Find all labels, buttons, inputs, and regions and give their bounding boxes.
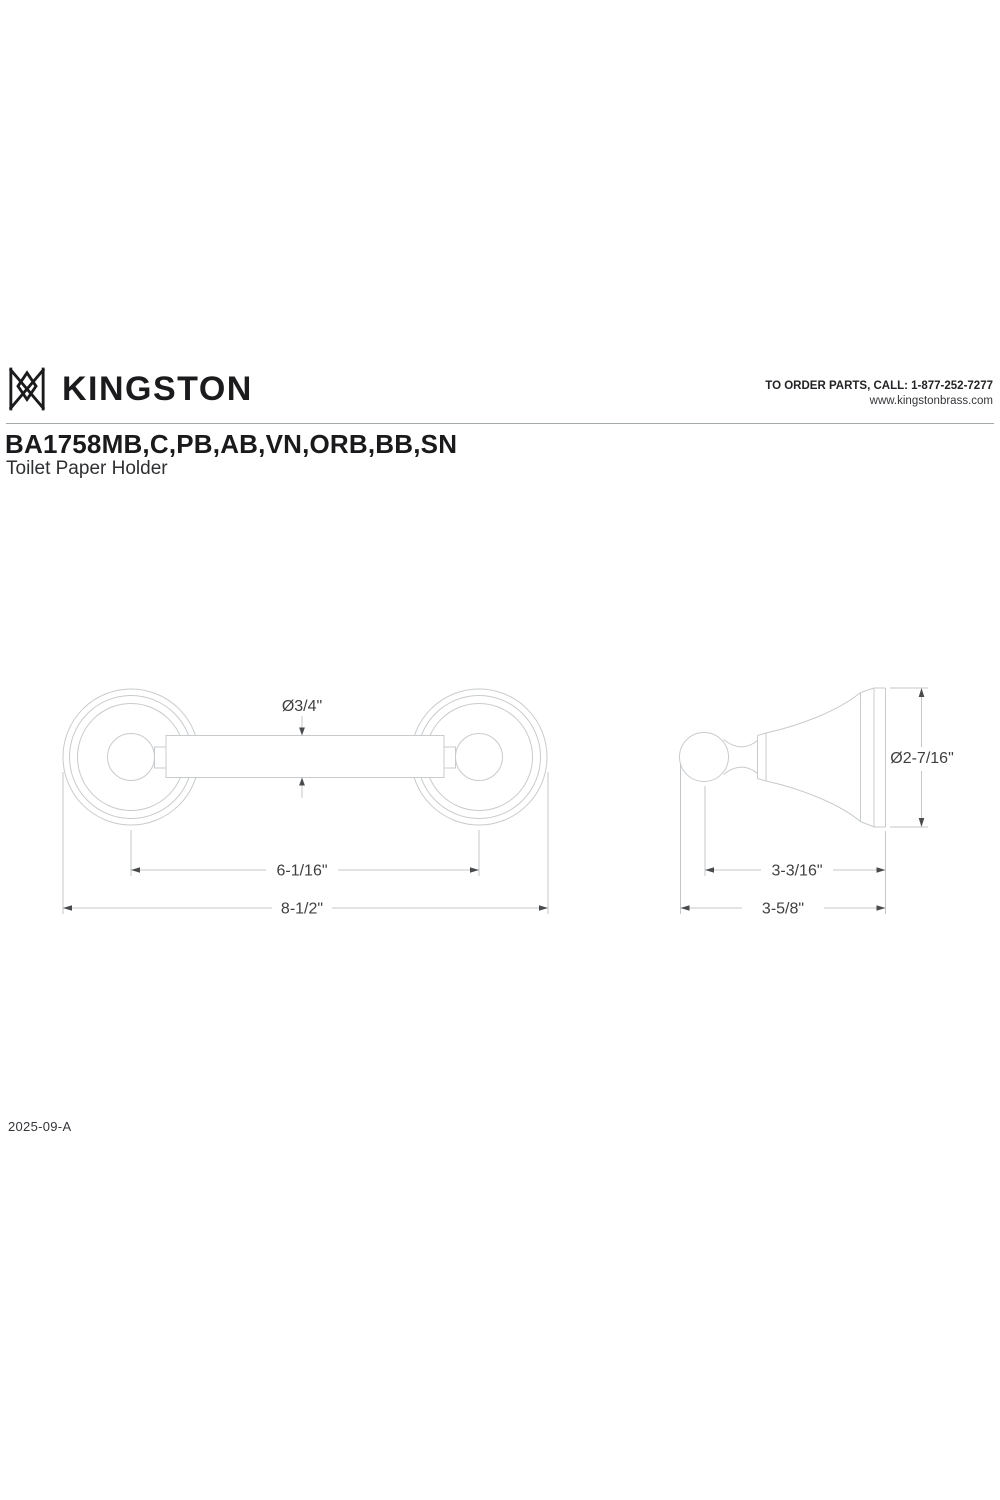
document-revision-code: 2025-09-A [8, 1119, 72, 1134]
order-website-link[interactable]: www.kingstonbrass.com [869, 395, 993, 407]
order-phone-line: TO ORDER PARTS, CALL: 1-877-252-7277 [765, 380, 993, 392]
front-dim-bar-diameter-label: Ø3/4" [281, 698, 323, 715]
front-dim-post-spacing [131, 830, 479, 880]
side-dim-flange-diameter [890, 688, 954, 827]
side-dim-projection-center [705, 786, 886, 914]
side-dim-projection-overall [681, 763, 886, 918]
brand-wordmark: KINGSTON [62, 370, 253, 408]
product-code: BA1758MB,C,PB,AB,VN,ORB,BB,SN [5, 429, 458, 459]
product-name: Toilet Paper Holder [6, 458, 168, 479]
front-dim-post-spacing-label: 6-1/16" [276, 862, 328, 880]
side-dim-projection-overall-label: 3-5/8" [761, 900, 805, 918]
side-dim-flange-diameter-label: Ø2-7/16" [890, 750, 954, 767]
front-dim-overall-width [63, 772, 548, 918]
side-view-drawing [680, 688, 954, 918]
side-dim-projection-center-label: 3-3/16" [771, 862, 823, 880]
front-view-drawing [63, 689, 548, 918]
front-dim-overall-width-label: 8-1/2" [280, 900, 324, 918]
